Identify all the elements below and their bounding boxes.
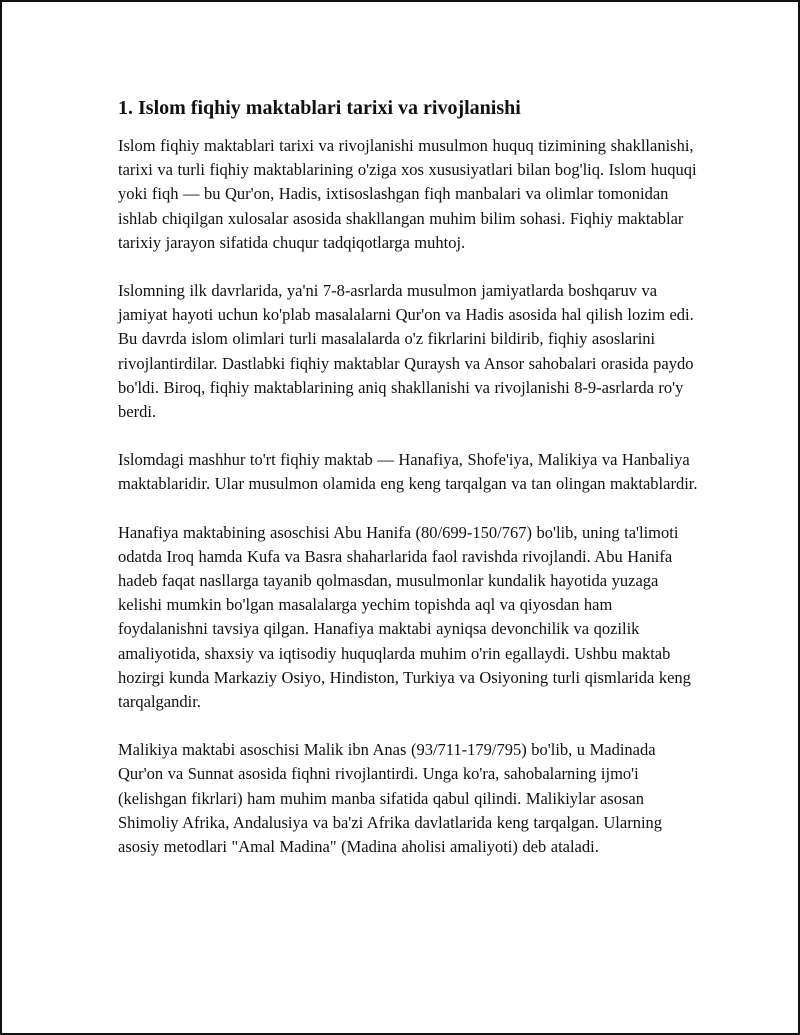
paragraph-4: Hanafiya maktabining asoschisi Abu Hanifa (80/699-150/767) bo'lib, uning ta'limoti odatda Iroq hamda Kufa va Basra shaharlarida faol ravishda rivojlandi. Abu Hanifa hadeb faqat nasllarga tayanib qolmasdan, musulmonlar kundalik hayotida yuzaga kelishi mumkin bo'lgan masalalarga yechim topishda aql va qiyosdan ham foydalanishni tavsiya qilgan. Hanafiya maktabi ayniqsa devonchilik va qozilik amaliyotida, shaxsiy va iqtisodiy huquqlarda muhim o'rin egallaydi. Ushbu maktab hozirgi kunda Markaziy Osiyo, Hindiston, Turkiya va Osiyoning turli qismlarida keng tarqalgandir. xyxy=(118,522,691,712)
paragraph-1: Islom fiqhiy maktablari tarixi va rivojlanishi musulmon huquq tizimining shakllanishi, tarixi va turli fiqhiy maktablarining o'ziga xos xususiyatlari bilan bog'liq. Islom huquqi yoki fiqh — bu Qur'on, Hadis, ixtisoslashgan fiqh manbalari va olimlar tomonidan ishlab chiqilgan xulosalar asosida shakllangan muhim bilim sohasi. Fiqhiy maktablar tarixiy jarayon sifatida chuqur tadqiqotlarga muhtoj. xyxy=(118,136,697,252)
document-body xyxy=(118,94,698,883)
paragraph-5: Malikiya maktabi asoschisi Malik ibn Anas (93/711-179/795) bo'lib, u Madinada Qur'on va Sunnat asosida fiqhni rivojlantirdi. Unga ko'ra, sahobalarning ijmo'i (kelishgan fikrlari) ham muhim manba sifatida qabul qilindi. Malikiylar asosan Shimoliy Afrika, Andalusiya va ba'zi Afrika davlatlarida keng tarqalgan. Ularning asosiy metodlari "Amal Madina" (Madina aholisi amaliyoti) deb ataladi. xyxy=(118,740,663,857)
section-heading: 1. Islom fiqhiy maktablari tarixi va rivojlanishi xyxy=(118,97,521,119)
paragraph-2: Islomning ilk davrlarida, ya'ni 7-8-asrlarda musulmon jamiyatlarda boshqaruv va jamiyat hayoti uchun ko'plab masalalarni Qur'on va Hadis asosida hal qilish lozim edi. Bu davrda islom olimlari turli masalalarda o'z fikrlarini bildirib, fiqhiy asoslarini rivojlantirdilar. Dastlabki fiqhiy maktablar Quraysh va Ansor sahobalari orasida paydo bo'ldi. Biroq, fiqhiy maktablarining aniq shakllanishi va rivojlanishi 8-9-asrlarda ro'y berdi. xyxy=(118,281,694,422)
paragraph-3: Islomdagi mashhur to'rt fiqhiy maktab — Hanafiya, Shofe'iya, Malikiya va Hanbaliya maktablaridir. Ular musulmon olamida eng keng tarqalgan va tan olingan maktablardir. xyxy=(118,450,698,494)
